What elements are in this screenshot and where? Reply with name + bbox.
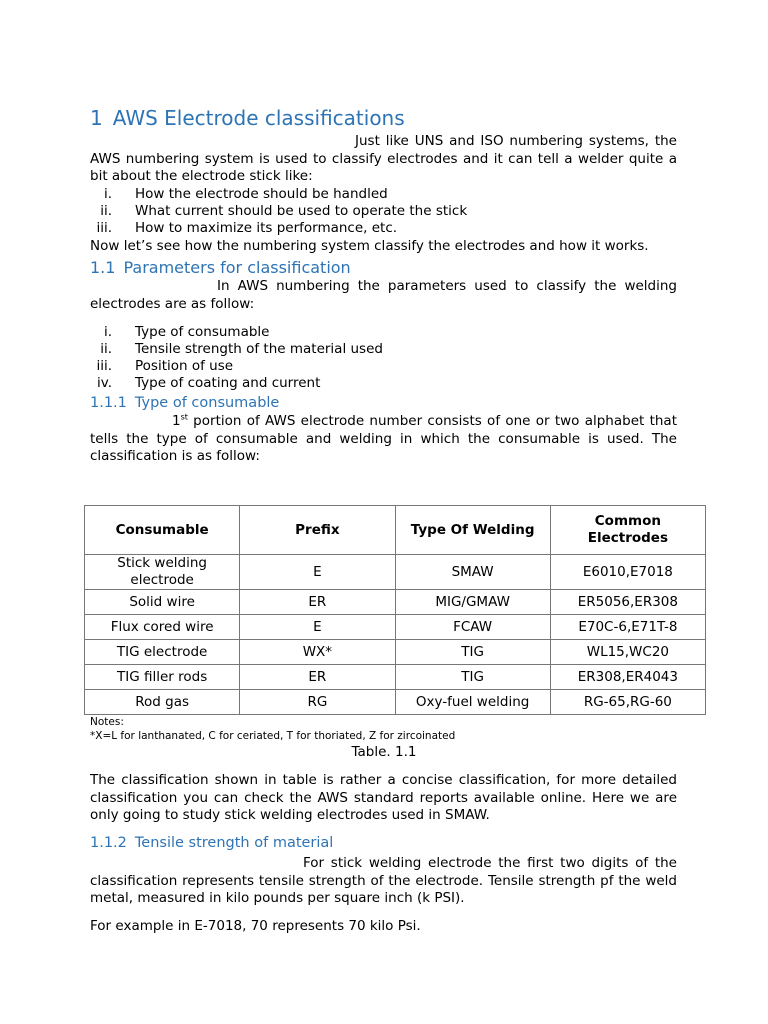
heading-title: Type of consumable [134, 395, 280, 411]
section1-1-2-example: For example in E-7018, 70 represents 70 kilo Psi. [90, 918, 421, 934]
list-item [90, 358, 677, 375]
list-marker: iii. [96, 220, 112, 236]
cell-type-of-welding: Oxy-fuel welding [395, 690, 550, 715]
cell-type-of-welding: TIG [395, 665, 550, 690]
classification-table [84, 505, 706, 715]
after-table-paragraph: The classification shown in table is rather a concise classification, for more detailed classification you can check the AWS standard reports available online. Here we are only going to study stick welding electrodes used in SMAW. [90, 772, 677, 823]
list-item-text: Position of use [135, 358, 234, 374]
section1-1-1-intro [90, 413, 677, 466]
table-row [85, 640, 706, 665]
heading-section-1-1-2 [90, 835, 333, 851]
list-item [90, 203, 677, 220]
list-marker: iv. [97, 375, 112, 391]
table-row [85, 690, 706, 715]
section1-1-intro: In AWS numbering the parameters used to classify the welding electrodes are as follow: [90, 278, 677, 312]
cell-prefix: ER [240, 665, 395, 690]
col-header-prefix: Prefix [240, 506, 395, 555]
section1-closing: Now let’s see how the numbering system classify the electrodes and how it works. [90, 238, 649, 254]
list-item [90, 324, 677, 341]
section1-1-list [90, 324, 677, 392]
list-item [90, 186, 677, 203]
cell-common-electrodes: ER308,ER4043 [550, 665, 705, 690]
col-header-type-of-welding: Type Of Welding [395, 506, 550, 555]
cell-common-electrodes: RG-65,RG-60 [550, 690, 705, 715]
intro-text: portion of AWS electrode number consists of one or two alphabet that tells the type of consumable and welding in which the consumable is used. The classification is as follow: [90, 413, 677, 464]
cell-consumable: TIG electrode [85, 640, 240, 665]
list-marker: ii. [100, 341, 112, 357]
list-item-text: Tensile strength of the material used [135, 341, 383, 357]
heading-title: Tensile strength of material [134, 835, 334, 851]
cell-common-electrodes: ER5056,ER308 [550, 590, 705, 615]
cell-type-of-welding: MIG/GMAW [395, 590, 550, 615]
heading-number: 1 [90, 106, 103, 130]
heading-section-1-1 [90, 258, 351, 277]
list-marker: ii. [100, 203, 112, 219]
heading-number: 1.1.2 [90, 835, 127, 851]
cell-common-electrodes: E70C-6,E71T-8 [550, 615, 705, 640]
col-header-consumable: Consumable [85, 506, 240, 555]
heading-number: 1.1 [90, 258, 116, 277]
list-item [90, 341, 677, 358]
table-header-row [85, 506, 706, 555]
list-item-text: What current should be used to operate the stick [135, 203, 468, 219]
table-row [85, 590, 706, 615]
cell-common-electrodes: WL15,WC20 [550, 640, 705, 665]
list-marker: i. [103, 324, 112, 340]
table-notes-text: *X=L for lanthanated, C for ceriated, T for thoriated, Z for zircoinated [90, 730, 456, 742]
list-marker: iii. [96, 358, 112, 374]
section1-list [90, 186, 677, 237]
cell-consumable: Flux cored wire [85, 615, 240, 640]
cell-prefix: WX* [240, 640, 395, 665]
cell-consumable: Stick welding electrode [85, 555, 240, 590]
table-row [85, 615, 706, 640]
cell-prefix: RG [240, 690, 395, 715]
ordinal-suffix: st [180, 412, 188, 422]
list-item-text: Type of coating and current [135, 375, 321, 391]
table-caption: Table. 1.1 [351, 744, 417, 760]
cell-prefix: E [240, 615, 395, 640]
list-item [90, 220, 677, 237]
cell-prefix: ER [240, 590, 395, 615]
heading-title: AWS Electrode classifications [112, 106, 405, 130]
list-item [90, 375, 677, 392]
list-item-text: Type of consumable [135, 324, 270, 340]
list-item-text: How the electrode should be handled [135, 186, 388, 202]
cell-prefix: E [240, 555, 395, 590]
heading-title: Parameters for classification [123, 258, 351, 277]
cell-type-of-welding: TIG [395, 640, 550, 665]
heading-number: 1.1.1 [90, 395, 127, 411]
cell-consumable: Solid wire [85, 590, 240, 615]
cell-type-of-welding: SMAW [395, 555, 550, 590]
table-notes-label: Notes: [90, 716, 124, 728]
cell-consumable: TIG filler rods [85, 665, 240, 690]
ordinal-number: 1 [172, 413, 181, 429]
heading-section-1 [90, 106, 405, 130]
table-row [85, 665, 706, 690]
col-header-common-electrodes: Common Electrodes [550, 506, 705, 555]
section1-intro: Just like UNS and ISO numbering systems, the AWS numbering system is used to classify electrodes and it can tell a welder quite a bit about the electrode stick like: [90, 133, 677, 184]
list-item-text: How to maximize its performance, etc. [135, 220, 398, 236]
list-marker: i. [103, 186, 112, 202]
heading-section-1-1-1 [90, 395, 279, 411]
cell-consumable: Rod gas [85, 690, 240, 715]
table-row [85, 555, 706, 590]
cell-type-of-welding: FCAW [395, 615, 550, 640]
cell-common-electrodes: E6010,E7018 [550, 555, 705, 590]
section1-1-2-intro: For stick welding electrode the first two digits of the classification represents tensile strength of the electrode. Tensile strength pf the weld metal, measured in kilo pounds per square inch (k PSI). [90, 855, 677, 906]
